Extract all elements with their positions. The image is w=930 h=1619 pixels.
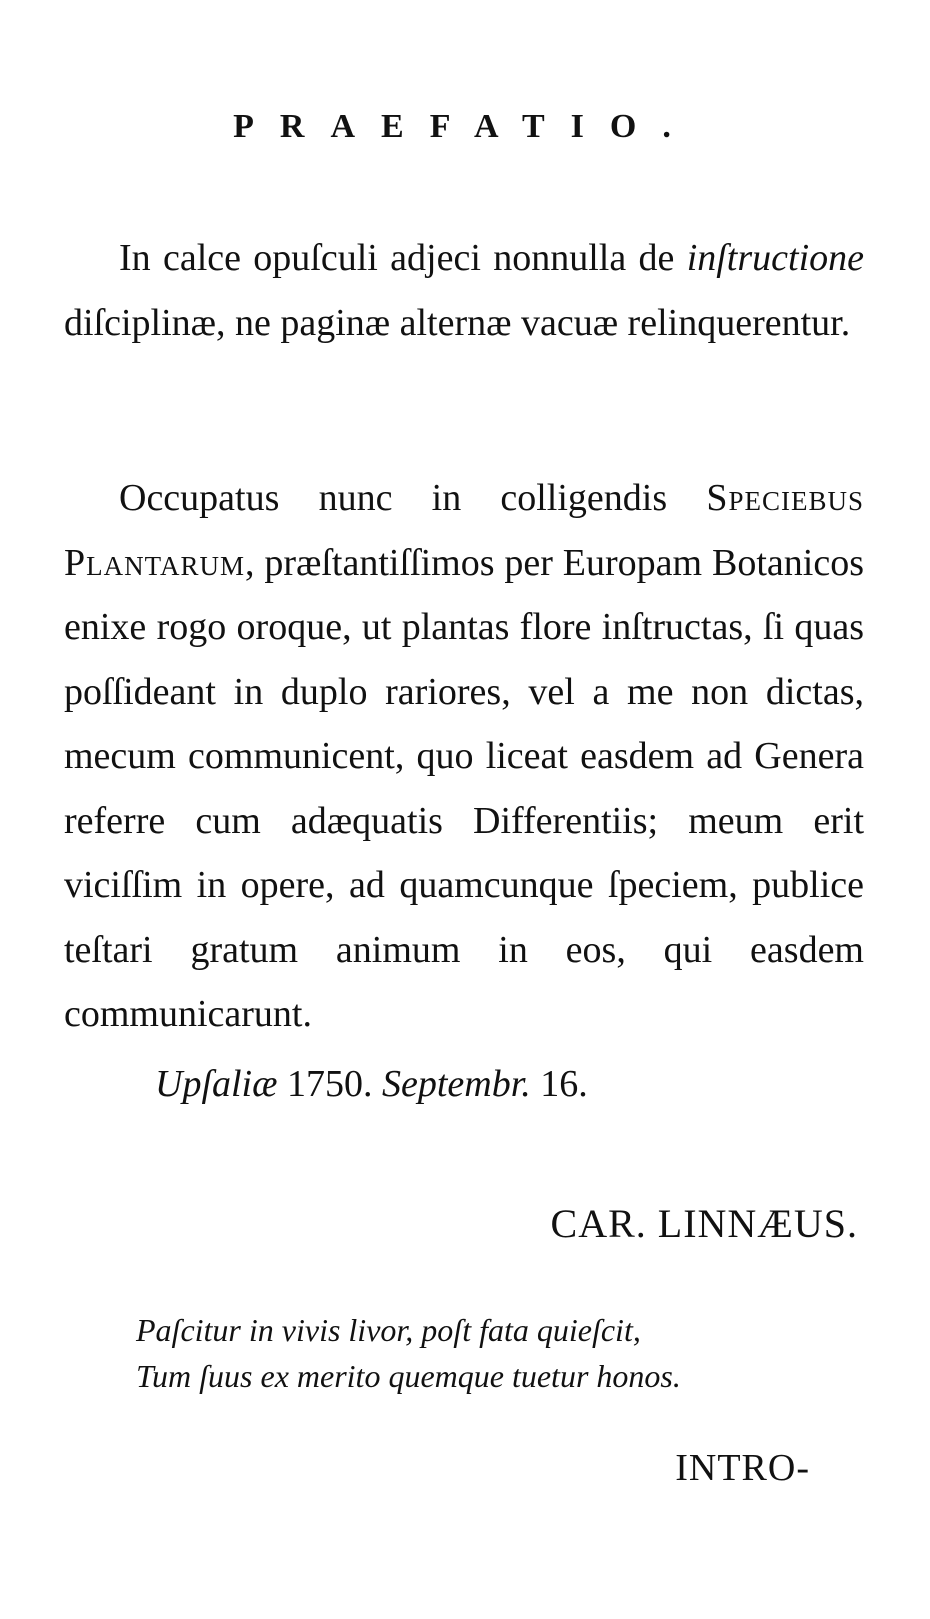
author-signature: CAR. LINNÆUS.: [550, 1201, 858, 1246]
paragraph-1-text-c: diſciplinæ, ne paginæ alternæ vacuæ relinquerentur.: [64, 301, 851, 344]
paragraph-2-smallcaps-title: Speciebus Plantarum: [64, 477, 864, 584]
dateline: [155, 1052, 588, 1116]
page-header-title: PRAEFATIO.: [233, 108, 697, 145]
dateline-year: 1750.: [286, 1063, 373, 1105]
paragraph-2-text-a: Occupatus nunc in colligendis: [119, 477, 707, 519]
paragraph-instruction: [64, 226, 864, 355]
verse-line-2: Tum ſuus ex merito quemque tuetur honos.: [136, 1358, 681, 1394]
dateline-day: 16.: [540, 1063, 588, 1105]
paragraph-2-text-c: , præſtantiſſimos per Europam Botanicos enixe rogo oroque, ut plantas flore inſtructas, ſi quas poſſideant in duplo rariores, vel a me non dictas, mecum communicent, quo liceat easdem ad Genera referre cum adæquatis Differentiis; meum erit viciſſim in opere, ad quamcunque ſpeciem, publice teſtari gratum animum in eos, qui easdem communicarunt.: [64, 541, 864, 1035]
paragraph-1-text-a: In calce opuſculi adjeci nonnulla de: [119, 237, 687, 279]
catchword: INTRO-: [675, 1447, 810, 1489]
dateline-month: Septembr.: [381, 1063, 531, 1105]
paragraph-species-plantarum: [64, 466, 864, 1047]
dateline-place: Upſaliæ: [155, 1063, 278, 1105]
verse-line-1: Paſcitur in vivis livor, poſt fata quieſcit,: [136, 1312, 641, 1348]
paragraph-1-italic-term: inſtructione: [686, 237, 864, 279]
